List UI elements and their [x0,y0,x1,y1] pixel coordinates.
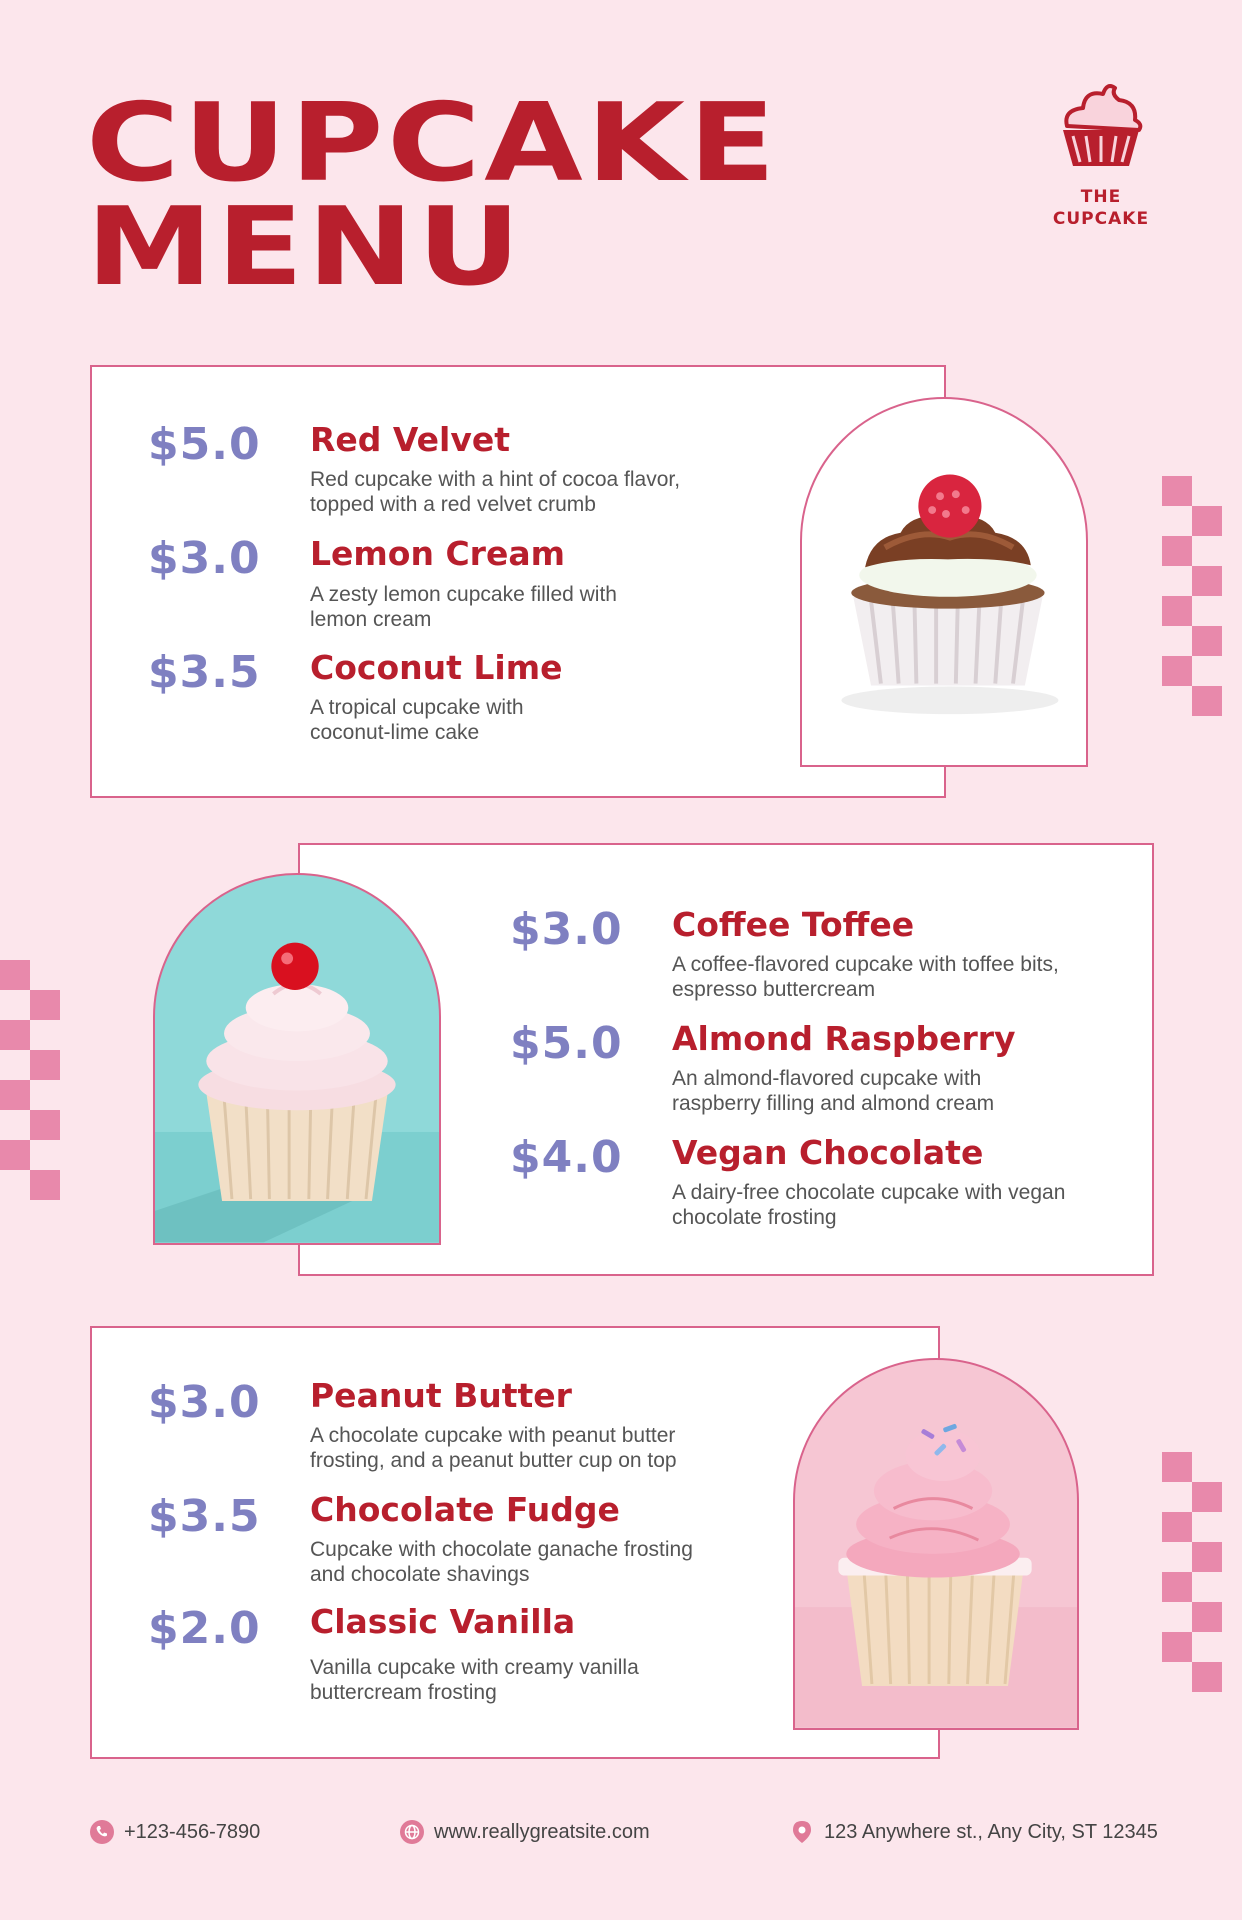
item-description: A zesty lemon cupcake filled with lemon cream [310,583,617,631]
item-description: A tropical cupcake with coconut-lime cake [310,696,524,744]
footer-phone[interactable] [90,1820,260,1844]
checker-decoration [0,960,60,1200]
footer-phone-text: +123-456-7890 [124,1820,261,1843]
item-price: $5.0 [510,1018,623,1069]
location-pin-icon [790,1820,814,1844]
item-description: Cupcake with chocolate ganache frosting and chocolate shavings [310,1538,693,1586]
footer-address[interactable] [790,1820,1158,1844]
cupcake-sprinkles-icon [795,1360,1077,1728]
item-price: $3.5 [148,1491,261,1542]
item-name: Classic Vanilla [310,1602,576,1641]
title-line-1: CUPCAKE [86,81,780,206]
cupcake-image-2 [153,873,441,1245]
item-name: Chocolate Fudge [310,1490,620,1529]
footer-website[interactable] [400,1820,650,1844]
globe-icon [400,1820,424,1844]
item-price: $3.5 [148,647,261,698]
item-name: Coconut Lime [310,648,563,687]
logo-line-2: CUPCAKE [1052,209,1150,229]
logo-line-1: THE [1080,187,1122,207]
cupcake-image-3 [793,1358,1079,1730]
title-line-2: MENU [86,185,525,310]
item-description: A coffee-flavored cupcake with toffee bits, espresso buttercream [672,953,1059,1001]
item-name: Red Velvet [310,420,510,459]
item-price: $3.0 [148,533,261,584]
item-description: Vanilla cupcake with creamy vanilla buttercream frosting [310,1656,639,1704]
cupcake-logo-icon [1053,80,1149,170]
cupcake-image-1 [800,397,1088,767]
item-price: $5.0 [148,419,261,470]
item-description: A dairy-free chocolate cupcake with vegan chocolate frosting [672,1181,1066,1229]
footer-address-text: 123 Anywhere st., Any City, ST 12345 [824,1820,1158,1843]
footer-website-text: www.reallygreatsite.com [434,1820,650,1843]
phone-icon [90,1820,114,1844]
item-name: Peanut Butter [310,1376,572,1415]
cupcake-raspberry-icon [802,399,1086,765]
item-price: $3.0 [510,904,623,955]
item-name: Vegan Chocolate [672,1133,984,1172]
item-price: $3.0 [148,1377,261,1428]
cupcake-cherry-icon [155,875,439,1243]
brand-logo [1038,80,1164,240]
item-description: Red cupcake with a hint of cocoa flavor, topped with a red velvet crumb [310,468,681,516]
item-price: $2.0 [148,1603,261,1654]
item-name: Coffee Toffee [672,905,915,944]
checker-decoration [1162,476,1222,716]
item-name: Almond Raspberry [672,1019,1016,1058]
menu-title [86,81,780,310]
item-price: $4.0 [510,1132,623,1183]
item-name: Lemon Cream [310,534,565,573]
item-description: An almond-flavored cupcake with raspberry filling and almond cream [672,1067,995,1115]
item-description: A chocolate cupcake with peanut butter frosting, and a peanut butter cup on top [310,1424,677,1472]
checker-decoration [1162,1452,1222,1692]
